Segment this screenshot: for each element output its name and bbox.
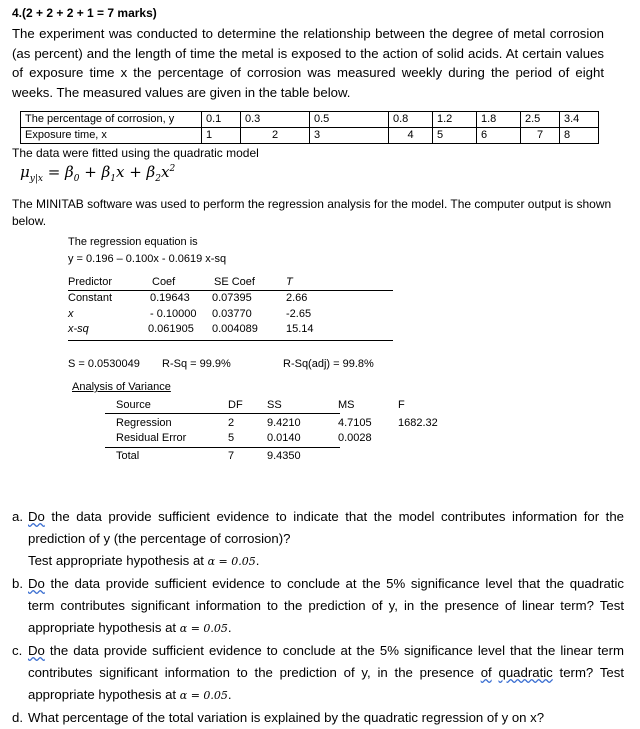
anova-cell: 7 [228, 450, 235, 462]
divider [105, 447, 340, 448]
coef-cell: 0.004089 [212, 323, 258, 335]
table-cell: 1 [202, 128, 241, 144]
question-body [28, 506, 624, 550]
question-a [12, 506, 624, 550]
question-text: the data provide sufficient evidence to conclude at the 5% significance level that the linear term contributes significant information to the prediction of y, in the presence [28, 643, 624, 680]
question-text: the data provide sufficient evidence to indicate that the model contributes information for the prediction of y (the percentage of corrosion)? [28, 509, 624, 546]
model-sup: 2 [169, 164, 176, 174]
coef-header: Predictor [68, 276, 113, 288]
table-cell: 5 [433, 128, 477, 144]
coef-cell: x-sq [68, 323, 89, 335]
anova-title: Analysis of Variance [72, 381, 171, 393]
table-cell: 0.1 [202, 112, 241, 128]
coef-cell: 2.66 [286, 292, 308, 304]
alpha-value: α = 0.05 [179, 689, 228, 702]
test-text: Test appropriate hypothesis at [28, 553, 204, 568]
question-heading: 4.(2 + 2 + 2 + 1 = 7 marks) [12, 6, 157, 20]
model-part: + β [79, 163, 111, 181]
model-sub: 2 [155, 174, 161, 184]
anova-cell: Regression [116, 417, 172, 429]
table-cell: 1.8 [477, 112, 521, 128]
intro-paragraph: The experiment was conducted to determine the relationship between the degree of metal corrosion (as percent) and the length of time the metal is exposed to the action of solid acids. At certain values of exposure time x the percentage of corrosion was measured weekly during the period of eight weeks. The measured values are given in the table below. [12, 26, 604, 100]
coef-cell: 0.03770 [212, 308, 252, 320]
anova-cell: 9.4210 [267, 417, 301, 429]
anova-cell: Total [116, 450, 140, 462]
alpha-value: α = 0.05 [207, 555, 256, 568]
coef-cell: x [68, 308, 74, 320]
question-text [492, 665, 499, 680]
question-body: Do the data provide sufficient evidence to conclude at the 5% significance level that the linear term contributes significant information to the prediction of y, in the presence of quadratic term? Test appropriate hypothesis at α = 0.05. [28, 643, 624, 702]
divider [105, 413, 340, 414]
minitab-text: The MINITAB software was used to perform the regression analysis for the model. The computer output is shown below. [12, 197, 612, 228]
model-sub: y|x [29, 174, 43, 184]
table-cell: 0.8 [389, 112, 433, 128]
anova-header: SS [267, 399, 282, 411]
anova-cell: 0.0028 [338, 432, 372, 444]
table-cell: 0.5 [310, 112, 389, 128]
model-sub: 1 [110, 174, 116, 184]
table-row [21, 112, 599, 128]
question-a-test: Test appropriate hypothesis at α = 0.05. [28, 553, 260, 568]
anova-cell: Residual Error [116, 432, 187, 444]
regression-eq-label: The regression equation is [68, 236, 198, 248]
table-cell: 2 [241, 128, 310, 144]
coef-cell: - 0.10000 [150, 308, 197, 320]
coef-header: SE Coef [214, 276, 255, 288]
divider [68, 340, 393, 341]
row-label: The percentage of corrosion, y [21, 112, 202, 128]
anova-cell: 2 [228, 417, 235, 429]
s-value: S = 0.0530049 [68, 358, 140, 370]
model-part: x + β [115, 163, 156, 181]
table-cell: 2.5 [521, 112, 560, 128]
fitted-text: The data were fitted using the quadratic model [12, 146, 259, 160]
r-sq: R-Sq = 99.9% [162, 358, 231, 370]
coef-header: T [286, 276, 293, 288]
question-lead: Do [28, 509, 45, 524]
coef-cell: Constant [68, 292, 113, 304]
question-text: term? Test appropriate hypothesis at [28, 665, 624, 702]
model-equation [20, 163, 175, 184]
anova-cell: 1682.32 [398, 417, 438, 429]
anova-cell: 4.7105 [338, 417, 372, 429]
table-cell: 3 [310, 128, 389, 144]
question-letter: c. [12, 643, 23, 658]
coef-cell: 0.19643 [150, 292, 190, 304]
data-table [20, 111, 599, 144]
table-cell: 7 [521, 128, 560, 144]
coef-header: Coef [152, 276, 176, 288]
coef-cell: 0.061905 [148, 323, 194, 335]
alpha-value: α = 0.05 [179, 622, 228, 635]
question-letter: a. [12, 509, 23, 524]
question-c [12, 640, 624, 707]
table-cell: 6 [477, 128, 521, 144]
question-lead: Do [28, 643, 45, 658]
question-lead: Do [28, 576, 45, 591]
anova-header: Source [116, 399, 151, 411]
row-label: Exposure time, x [21, 128, 202, 144]
table-cell: 4 [389, 128, 433, 144]
anova-cell: 5 [228, 432, 235, 444]
anova-cell: 0.0140 [267, 432, 301, 444]
anova-cell: 9.4350 [267, 450, 301, 462]
table-cell: 1.2 [433, 112, 477, 128]
anova-header: F [398, 399, 405, 411]
regression-equation: y = 0.196 – 0.100x - 0.0619 x-sq [68, 253, 227, 265]
coef-cell: 0.07395 [212, 292, 252, 304]
question-text: quadratic [498, 665, 553, 680]
table-cell: 0.3 [241, 112, 310, 128]
question-letter: b. [12, 576, 23, 591]
coef-cell: 15.14 [286, 323, 314, 335]
model-part: = β [42, 163, 74, 181]
coef-cell: -2.65 [286, 308, 312, 320]
divider [68, 290, 393, 291]
table-cell: 3.4 [560, 112, 599, 128]
table-cell: 8 [560, 128, 599, 144]
question-b [12, 573, 624, 640]
question-text: What percentage of the total variation is explained by the quadratic regression of y on x? [28, 710, 545, 725]
table-row [21, 128, 599, 144]
question-body: Do the data provide sufficient evidence to conclude at the 5% significance level that the quadratic term contributes significant information to the prediction of y, in the presence of linear term? Test appropriate hypothesis at α = 0.05. [28, 576, 624, 635]
model-part: x [160, 163, 170, 181]
question-text: of [480, 665, 492, 680]
model-sub: 0 [73, 174, 80, 184]
model-mu: μ [20, 163, 30, 181]
anova-header: MS [338, 399, 355, 411]
question-letter: d. [12, 710, 23, 725]
anova-header: DF [228, 399, 243, 411]
question-text: the data provide sufficient evidence to conclude at the 5% significance level that the quadratic term contributes significant information to the prediction of y, in the presence of linear term? Test appropriate hypothesis at [28, 576, 624, 635]
r-sq-adj: R-Sq(adj) = 99.8% [283, 358, 374, 370]
questions [12, 506, 624, 729]
